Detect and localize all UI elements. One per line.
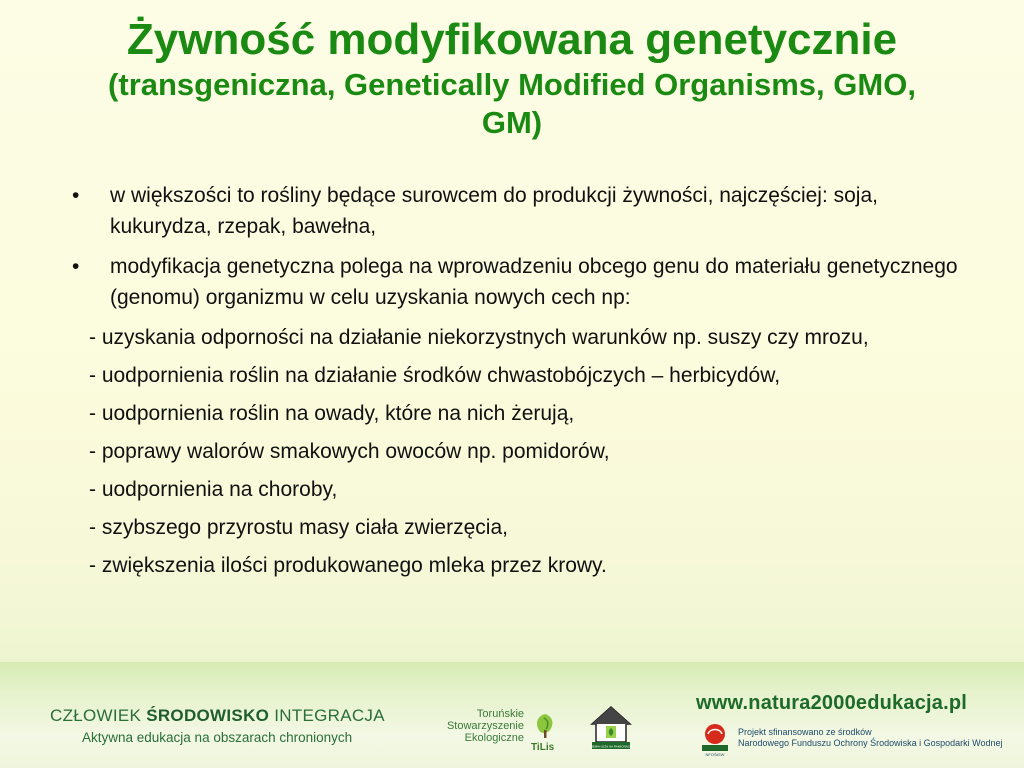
bullet-mark: • (72, 184, 80, 207)
slide-title: Żywność modyfikowana genetycznie (126, 15, 898, 64)
program-logo (50, 706, 385, 745)
slide-subtitle-line1: (transgeniczna, Genetically Modified Organisms, GMO, (108, 67, 916, 102)
funding-note (738, 727, 1002, 749)
house-logo-text: ZIEMIA LEŻĄ NA RAMIONACH (589, 744, 633, 749)
slide-content (66, 180, 966, 588)
house-logo-icon (588, 704, 634, 750)
bullet-item (66, 180, 966, 242)
slide-subtitle-line2: GM) (481, 105, 543, 140)
funding-note-line2: Narodowego Funduszu Ochrony Środowiska i Gospodarki Wodnej (738, 738, 1003, 748)
title-block (20, 14, 1004, 142)
sub-list-item: - uodpornienia roślin na owady, które na nich żerują, (89, 402, 575, 425)
program-name (50, 706, 385, 726)
program-name-part1: CZŁOWIEK (50, 706, 147, 725)
website-url[interactable]: www.natura2000edukacja.pl (696, 692, 968, 714)
bullet-mark: • (72, 255, 80, 278)
partner-name-line2: Stowarzyszenie (446, 720, 524, 732)
bullet-text: w większości to rośliny będące surowcem do produkcji żywności, najczęściej: soja, kukurydza, rzepak, bawełna, (110, 184, 878, 238)
nfos-logo-icon (700, 722, 730, 758)
bullet-text: modyfikacja genetyczna polega na wprowadzeniu obcego genu do materiału genetycznego (genomu) organizmu w celu uzyskania nowych cech np: (110, 255, 958, 309)
sub-list-item: - szybszego przyrostu masy ciała zwierzęcia, (89, 516, 508, 539)
sub-list-item: - zwiększenia ilości produkowanego mleka przez krowy. (89, 554, 607, 577)
sub-list-item: - uodpornienia na choroby, (89, 478, 338, 501)
sub-list-item: - uodpornienia roślin na działanie środków chwastobójczych – herbicydów, (89, 364, 781, 387)
sub-list-item: - poprawy walorów smakowych owoców np. pomidorów, (89, 440, 610, 463)
program-name-part2: ŚRODOWISKO (146, 706, 270, 725)
tilis-logo-icon (530, 710, 560, 752)
partner-logo-tilis (442, 704, 562, 754)
nfos-logo-text: NFOŚiGW (705, 752, 725, 757)
funding-note-line1: Projekt sfinansowano ze środków (738, 727, 872, 737)
partner-name (442, 708, 524, 744)
sub-list-item: - uzyskania odporności na działanie niekorzystnych warunków np. suszy czy mrozu, (89, 326, 869, 349)
program-name-part3: INTEGRACJA (269, 706, 385, 725)
tilis-logo-text: TiLis (531, 742, 555, 752)
partner-name-line1: Toruńskie (476, 708, 524, 720)
partner-name-line3: Ekologiczne (464, 732, 524, 744)
bullet-item (66, 251, 966, 313)
program-subtitle: Aktywna edukacja na obszarach chronionych (82, 730, 353, 745)
